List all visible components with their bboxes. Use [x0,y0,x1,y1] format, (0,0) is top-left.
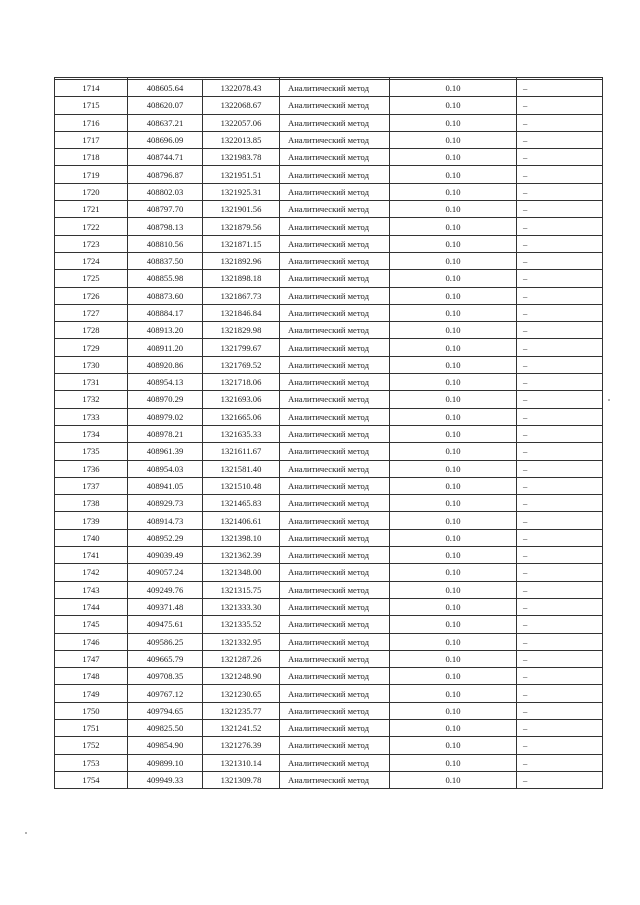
point-number-cell: 1739 [55,512,128,529]
coordinate-y-cell: 1322057.06 [203,114,280,131]
mean-square-error-cell: 0.10 [390,374,517,391]
mean-square-error-cell: 0.10 [390,218,517,235]
description-cell: – [517,529,603,546]
mean-square-error-cell: 0.10 [390,719,517,736]
coordinate-x-cell: 409854.90 [128,737,203,754]
point-number-cell: 1730 [55,356,128,373]
description-cell: – [517,598,603,615]
method-cell: Аналитический метод [280,80,390,97]
point-number-cell: 1735 [55,443,128,460]
table-row [55,598,603,615]
description-cell: – [517,633,603,650]
coordinate-y-cell: 1321348.00 [203,564,280,581]
coordinate-x-cell: 408837.50 [128,252,203,269]
coordinate-x-cell: 408911.20 [128,339,203,356]
coordinate-x-cell: 409039.49 [128,547,203,564]
description-cell: – [517,754,603,771]
description-cell: – [517,650,603,667]
point-number-cell: 1742 [55,564,128,581]
mean-square-error-cell: 0.10 [390,149,517,166]
mean-square-error-cell: 0.10 [390,304,517,321]
mean-square-error-cell: 0.10 [390,425,517,442]
point-number-cell: 1715 [55,97,128,114]
mean-square-error-cell: 0.10 [390,685,517,702]
table-row [55,149,603,166]
point-number-cell: 1748 [55,668,128,685]
table-row [55,460,603,477]
mean-square-error-cell: 0.10 [390,322,517,339]
coordinate-x-cell: 409586.25 [128,633,203,650]
point-number-cell: 1725 [55,270,128,287]
description-cell: – [517,719,603,736]
point-number-cell: 1724 [55,252,128,269]
table-row [55,581,603,598]
mean-square-error-cell: 0.10 [390,408,517,425]
description-cell: – [517,616,603,633]
table-row [55,131,603,148]
method-cell: Аналитический метод [280,356,390,373]
table-row [55,512,603,529]
point-number-cell: 1716 [55,114,128,131]
description-cell: – [517,201,603,218]
header-description: Описание [517,78,603,80]
point-number-cell: 1727 [55,304,128,321]
coordinate-y-cell: 1321611.67 [203,443,280,460]
point-number-cell: 1738 [55,495,128,512]
coordinate-y-cell: 1321315.75 [203,581,280,598]
coordinate-y-cell: 1321829.98 [203,322,280,339]
coordinate-y-cell: 1321581.40 [203,460,280,477]
table-row [55,114,603,131]
coordinate-y-cell: 1321871.15 [203,235,280,252]
coordinate-x-cell: 408696.09 [128,131,203,148]
coordinate-x-cell: 409767.12 [128,685,203,702]
description-cell: – [517,270,603,287]
method-cell: Аналитический метод [280,149,390,166]
point-number-cell: 1714 [55,80,128,97]
scan-speck [608,399,610,401]
point-number-cell: 1719 [55,166,128,183]
mean-square-error-cell: 0.10 [390,356,517,373]
mean-square-error-cell: 0.10 [390,495,517,512]
description-cell: – [517,581,603,598]
method-cell: Аналитический метод [280,218,390,235]
coordinate-x-cell: 408797.70 [128,201,203,218]
coordinate-x-cell: 408978.21 [128,425,203,442]
mean-square-error-cell: 0.10 [390,339,517,356]
point-number-cell: 1751 [55,719,128,736]
method-cell: Аналитический метод [280,408,390,425]
method-cell: Аналитический метод [280,166,390,183]
table-row [55,304,603,321]
coordinate-x-cell: 409249.76 [128,581,203,598]
description-cell: – [517,287,603,304]
description-cell: – [517,477,603,494]
header-coordinates: Координаты, м [128,78,280,80]
table-row [55,201,603,218]
coordinate-y-cell: 1321879.56 [203,218,280,235]
description-cell: – [517,322,603,339]
point-number-cell: 1752 [55,737,128,754]
mean-square-error-cell: 0.10 [390,650,517,667]
coordinate-x-cell: 408961.39 [128,443,203,460]
mean-square-error-cell: 0.10 [390,668,517,685]
coordinate-y-cell: 1321362.39 [203,547,280,564]
mean-square-error-cell: 0.10 [390,287,517,304]
mean-square-error-cell: 0.10 [390,512,517,529]
coordinate-x-cell: 408873.60 [128,287,203,304]
coordinate-x-cell: 409949.33 [128,771,203,788]
method-cell: Аналитический метод [280,581,390,598]
table-row [55,391,603,408]
table-row [55,339,603,356]
coordinate-y-cell: 1321665.06 [203,408,280,425]
description-cell: – [517,564,603,581]
point-number-cell: 1737 [55,477,128,494]
description-cell: – [517,443,603,460]
coordinate-x-cell: 408884.17 [128,304,203,321]
method-cell: Аналитический метод [280,529,390,546]
coordinate-y-cell: 1321898.18 [203,270,280,287]
method-cell: Аналитический метод [280,322,390,339]
coordinate-y-cell: 1321332.95 [203,633,280,650]
mean-square-error-cell: 0.10 [390,131,517,148]
table-row [55,702,603,719]
point-number-cell: 1733 [55,408,128,425]
table-row [55,183,603,200]
point-number-cell: 1749 [55,685,128,702]
description-cell: – [517,339,603,356]
description-cell: – [517,495,603,512]
description-cell: – [517,374,603,391]
description-cell: – [517,425,603,442]
coordinate-x-cell: 408605.64 [128,80,203,97]
table-body [55,80,603,789]
point-number-cell: 1723 [55,235,128,252]
description-cell: – [517,131,603,148]
coordinate-y-cell: 1321693.06 [203,391,280,408]
table-row [55,425,603,442]
coordinate-x-cell: 408970.29 [128,391,203,408]
mean-square-error-cell: 0.10 [390,97,517,114]
table-row [55,564,603,581]
description-cell: – [517,512,603,529]
coordinate-y-cell: 1321287.26 [203,650,280,667]
method-cell: Аналитический метод [280,564,390,581]
table-row [55,235,603,252]
coordinate-y-cell: 1321230.65 [203,685,280,702]
method-cell: Аналитический метод [280,201,390,218]
table-row [55,754,603,771]
mean-square-error-cell: 0.10 [390,391,517,408]
method-cell: Аналитический метод [280,443,390,460]
mean-square-error-cell: 0.10 [390,702,517,719]
method-cell: Аналитический метод [280,304,390,321]
mean-square-error-cell: 0.10 [390,166,517,183]
table-row [55,270,603,287]
method-cell: Аналитический метод [280,270,390,287]
point-number-cell: 1728 [55,322,128,339]
description-cell: – [517,356,603,373]
table-row [55,529,603,546]
description-cell: – [517,252,603,269]
description-cell: – [517,183,603,200]
table-row [55,218,603,235]
table-row [55,443,603,460]
coordinate-y-cell: 1321799.67 [203,339,280,356]
description-cell: – [517,460,603,477]
coordinate-x-cell: 409899.10 [128,754,203,771]
mean-square-error-cell: 0.10 [390,633,517,650]
description-cell: – [517,80,603,97]
point-number-cell: 1744 [55,598,128,615]
mean-square-error-cell: 0.10 [390,529,517,546]
coordinate-y-cell: 1321309.78 [203,771,280,788]
description-cell: – [517,218,603,235]
coordinate-x-cell: 408620.07 [128,97,203,114]
mean-square-error-cell: 0.10 [390,252,517,269]
coordinate-y-cell: 1321248.90 [203,668,280,685]
method-cell: Аналитический метод [280,547,390,564]
point-number-cell: 1734 [55,425,128,442]
mean-square-error-cell: 0.10 [390,547,517,564]
coordinate-y-cell: 1321867.73 [203,287,280,304]
coordinate-x-cell: 409057.24 [128,564,203,581]
coordinate-x-cell: 408855.98 [128,270,203,287]
coordinate-y-cell: 1321310.14 [203,754,280,771]
coordinate-x-cell: 408954.13 [128,374,203,391]
coordinate-y-cell: 1321901.56 [203,201,280,218]
point-number-cell: 1736 [55,460,128,477]
point-number-cell: 1726 [55,287,128,304]
coordinate-y-cell: 1321398.10 [203,529,280,546]
scan-speck [25,832,27,834]
mean-square-error-cell: 0.10 [390,183,517,200]
point-number-cell: 1732 [55,391,128,408]
point-number-cell: 1747 [55,650,128,667]
coordinate-y-cell: 1322013.85 [203,131,280,148]
description-cell: – [517,304,603,321]
coordinate-x-cell: 409665.79 [128,650,203,667]
method-cell: Аналитический метод [280,650,390,667]
coordinate-x-cell: 409794.65 [128,702,203,719]
coordinate-y-cell: 1321718.06 [203,374,280,391]
method-cell: Аналитический метод [280,771,390,788]
mean-square-error-cell: 0.10 [390,771,517,788]
table-row [55,719,603,736]
coordinate-y-cell: 1321465.83 [203,495,280,512]
method-cell: Аналитический метод [280,425,390,442]
mean-square-error-cell: 0.10 [390,80,517,97]
mean-square-error-cell: 0.10 [390,581,517,598]
coordinate-x-cell: 409475.61 [128,616,203,633]
description-cell: – [517,149,603,166]
coordinate-y-cell: 1321406.61 [203,512,280,529]
coordinate-x-cell: 409708.35 [128,668,203,685]
coordinate-y-cell: 1321276.39 [203,737,280,754]
coordinate-y-cell: 1321510.48 [203,477,280,494]
table-row [55,252,603,269]
method-cell: Аналитический метод [280,183,390,200]
table-row [55,737,603,754]
description-cell: – [517,408,603,425]
method-cell: Аналитический метод [280,235,390,252]
coordinate-y-cell: 1321951.51 [203,166,280,183]
table-row [55,374,603,391]
point-number-cell: 1722 [55,218,128,235]
description-cell: – [517,391,603,408]
coordinate-y-cell: 1321635.33 [203,425,280,442]
point-number-cell: 1743 [55,581,128,598]
table-row [55,650,603,667]
description-cell: – [517,771,603,788]
table-row [55,477,603,494]
point-number-cell: 1745 [55,616,128,633]
description-cell: – [517,166,603,183]
table-row [55,166,603,183]
point-number-cell: 1720 [55,183,128,200]
method-cell: Аналитический метод [280,391,390,408]
method-cell: Аналитический метод [280,719,390,736]
coordinate-x-cell: 408914.73 [128,512,203,529]
table-row [55,97,603,114]
table-row [55,322,603,339]
description-cell: – [517,235,603,252]
table-row [55,616,603,633]
description-cell: – [517,668,603,685]
method-cell: Аналитический метод [280,702,390,719]
method-cell: Аналитический метод [280,598,390,615]
coordinate-x-cell: 408929.73 [128,495,203,512]
mean-square-error-cell: 0.10 [390,598,517,615]
method-cell: Аналитический метод [280,374,390,391]
description-cell: – [517,737,603,754]
coordinate-y-cell: 1321235.77 [203,702,280,719]
mean-square-error-cell: 0.10 [390,235,517,252]
point-number-cell: 1753 [55,754,128,771]
description-cell: – [517,114,603,131]
description-cell: – [517,547,603,564]
method-cell: Аналитический метод [280,616,390,633]
coordinate-x-cell: 408744.71 [128,149,203,166]
method-cell: Аналитический метод [280,737,390,754]
point-number-cell: 1729 [55,339,128,356]
table-row [55,685,603,702]
mean-square-error-cell: 0.10 [390,477,517,494]
mean-square-error-cell: 0.10 [390,443,517,460]
method-cell: Аналитический метод [280,512,390,529]
point-number-cell: 1718 [55,149,128,166]
method-cell: Аналитический метод [280,114,390,131]
mean-square-error-cell: 0.10 [390,564,517,581]
point-number-cell: 1750 [55,702,128,719]
method-cell: Аналитический метод [280,97,390,114]
coordinate-x-cell: 409371.48 [128,598,203,615]
point-number-cell: 1740 [55,529,128,546]
mean-square-error-cell: 0.10 [390,201,517,218]
coordinate-x-cell: 408796.87 [128,166,203,183]
mean-square-error-cell: 0.10 [390,460,517,477]
coordinate-x-cell: 408941.05 [128,477,203,494]
coordinates-table [54,77,603,789]
coordinate-y-cell: 1321769.52 [203,356,280,373]
table-row [55,80,603,97]
mean-square-error-cell: 0.10 [390,114,517,131]
coordinate-x-cell: 408913.20 [128,322,203,339]
point-number-cell: 1731 [55,374,128,391]
method-cell: Аналитический метод [280,668,390,685]
coordinate-x-cell: 408954.03 [128,460,203,477]
table-row [55,495,603,512]
coordinate-x-cell: 408798.13 [128,218,203,235]
method-cell: Аналитический метод [280,460,390,477]
description-cell: – [517,97,603,114]
coordinate-y-cell: 1321983.78 [203,149,280,166]
coordinate-y-cell: 1321335.52 [203,616,280,633]
method-cell: Аналитический метод [280,339,390,356]
coordinate-x-cell: 408952.29 [128,529,203,546]
method-cell: Аналитический метод [280,287,390,304]
table-row [55,547,603,564]
coordinate-y-cell: 1322078.43 [203,80,280,97]
header-mean-square-error: Средняя квадратическая [390,78,517,80]
point-number-cell: 1754 [55,771,128,788]
point-number-cell: 1741 [55,547,128,564]
table-row [55,356,603,373]
coordinate-x-cell: 408810.56 [128,235,203,252]
point-number-cell: 1746 [55,633,128,650]
mean-square-error-cell: 0.10 [390,737,517,754]
coordinate-x-cell: 408637.21 [128,114,203,131]
mean-square-error-cell: 0.10 [390,270,517,287]
coordinate-x-cell: 408979.02 [128,408,203,425]
description-cell: – [517,702,603,719]
coordinate-y-cell: 1321892.96 [203,252,280,269]
method-cell: Аналитический метод [280,633,390,650]
method-cell: Аналитический метод [280,252,390,269]
method-cell: Аналитический метод [280,754,390,771]
method-cell: Аналитический метод [280,477,390,494]
table-row [55,668,603,685]
method-cell: Аналитический метод [280,685,390,702]
point-number-cell: 1717 [55,131,128,148]
method-cell: Аналитический метод [280,131,390,148]
coordinate-y-cell: 1321333.30 [203,598,280,615]
description-cell: – [517,685,603,702]
point-number-cell: 1721 [55,201,128,218]
method-cell: Аналитический метод [280,495,390,512]
table-row [55,633,603,650]
mean-square-error-cell: 0.10 [390,616,517,633]
coordinate-x-cell: 409825.50 [128,719,203,736]
coordinate-x-cell: 408802.03 [128,183,203,200]
mean-square-error-cell: 0.10 [390,754,517,771]
coordinate-x-cell: 408920.86 [128,356,203,373]
table-row [55,771,603,788]
coordinate-y-cell: 1322068.67 [203,97,280,114]
coordinate-y-cell: 1321241.52 [203,719,280,736]
table-row [55,408,603,425]
coordinate-y-cell: 1321925.31 [203,183,280,200]
table-row [55,287,603,304]
coordinate-y-cell: 1321846.84 [203,304,280,321]
